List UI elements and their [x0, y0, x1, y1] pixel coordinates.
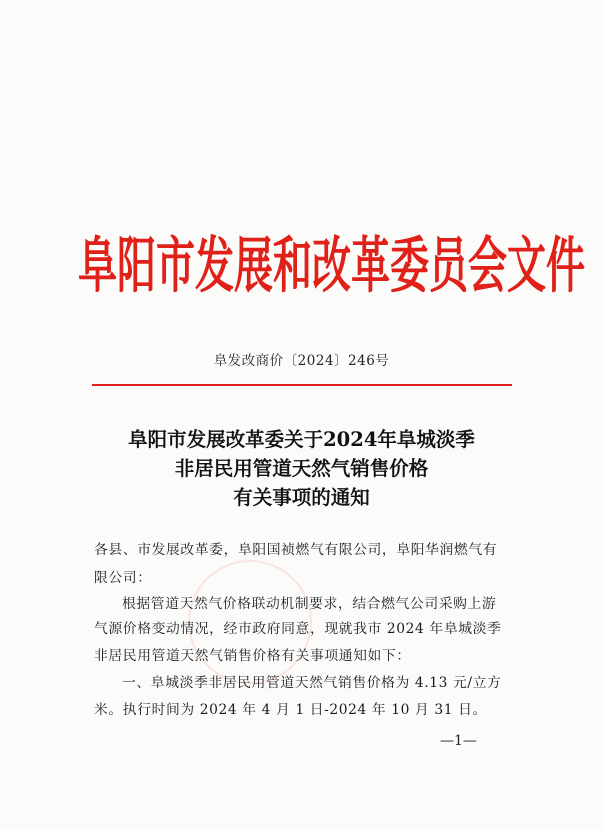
notice-title-line-2: 非居民用管道天然气销售价格 — [174, 457, 429, 480]
red-divider-line — [92, 384, 512, 386]
body-line-1: 各县、市发展改革委，阜阳国祯燃气有限公司，阜阳华润燃气有 — [94, 542, 498, 558]
body-line-5: 非居民用管道天然气销售价格有关事项通知如下： — [94, 648, 411, 664]
notice-title-line-3: 有关事项的通知 — [233, 486, 370, 509]
notice-title-line-1: 阜阳市发展改革委关于2024年阜城淡季 — [128, 428, 475, 451]
body-line-2: 限公司： — [94, 570, 152, 586]
document-header-title: 阜阳市发展和改革委员会文件 — [78, 230, 586, 302]
body-line-3: 根据管道天然气价格联动机制要求，结合燃气公司采购上游 — [122, 596, 497, 612]
page-number: —1— — [440, 733, 477, 749]
body-line-4: 气源价格变动情况，经市政府同意，现就我市 2024 年阜城淡季 — [94, 621, 502, 637]
body-line-6: 一、阜城淡季非居民用管道天然气销售价格为 4.13 元/立方 — [122, 675, 502, 691]
body-line-7: 米。执行时间为 2024 年 4 月 1 日-2024 年 10 月 31 日。 — [94, 702, 487, 718]
document-number: 阜发改商价〔2024〕246号 — [213, 353, 390, 369]
